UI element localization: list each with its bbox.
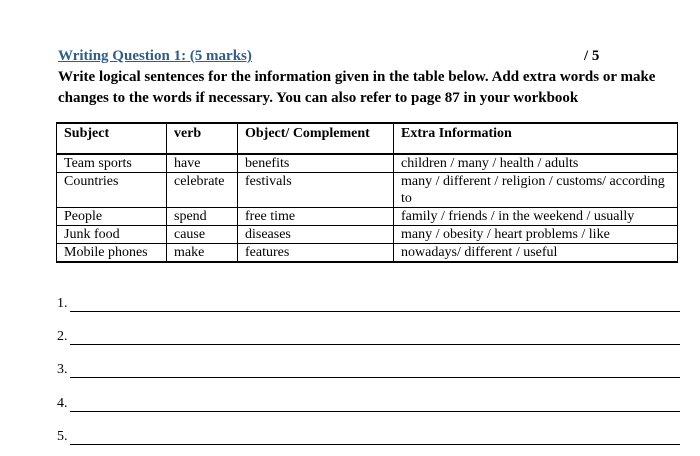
table-row: [57, 208, 678, 226]
answer-blank[interactable]: [70, 365, 681, 378]
answer-line-2[interactable]: [57, 327, 680, 345]
cell-extra: nowadays/ different / useful: [394, 244, 678, 263]
answer-blank[interactable]: [70, 399, 681, 412]
header-subject: Subject: [57, 123, 167, 154]
cell-object: features: [238, 244, 394, 263]
cell-verb: make: [167, 244, 238, 263]
header-object: Object/ Complement: [238, 123, 394, 154]
answer-line-1[interactable]: [57, 294, 680, 312]
cell-subject: Mobile phones: [57, 244, 167, 263]
table-row: [57, 173, 678, 208]
answer-line-5[interactable]: [57, 427, 680, 445]
information-table: [56, 122, 678, 263]
answer-blank[interactable]: [70, 299, 681, 312]
cell-subject: Junk food: [57, 226, 167, 244]
cell-extra: many / different / religion / customs/ according to: [394, 173, 678, 208]
cell-subject: Team sports: [57, 154, 167, 173]
answer-blank[interactable]: [70, 332, 681, 345]
cell-object: benefits: [238, 154, 394, 173]
table-row: [57, 154, 678, 173]
cell-object: free time: [238, 208, 394, 226]
question-title: Writing Question 1: (5 marks): [58, 48, 252, 64]
answer-line-3[interactable]: [57, 360, 680, 378]
table-row: [57, 244, 678, 263]
cell-verb: cause: [167, 226, 238, 244]
answer-number: 5.: [57, 429, 68, 444]
answer-number: 1.: [57, 296, 68, 311]
header-extra: Extra Information: [394, 123, 678, 154]
answer-line-4[interactable]: [57, 394, 680, 412]
cell-verb: have: [167, 154, 238, 173]
cell-subject: People: [57, 208, 167, 226]
answer-number: 3.: [57, 362, 68, 377]
instructions: Write logical sentences for the information given in the table below. Add extra words or make changes to the words if necessary. You can also refer to page 87 in your workbook: [58, 69, 656, 106]
answer-number: 4.: [57, 396, 68, 411]
cell-extra: children / many / health / adults: [394, 154, 678, 173]
table-header-row: [57, 123, 678, 154]
cell-object: diseases: [238, 226, 394, 244]
cell-verb: celebrate: [167, 173, 238, 208]
cell-verb: spend: [167, 208, 238, 226]
header-verb: verb: [167, 123, 238, 154]
score-label: / 5: [584, 48, 600, 64]
answer-number: 2.: [57, 329, 68, 344]
table-row: [57, 226, 678, 244]
answer-blank[interactable]: [70, 432, 681, 445]
cell-object: festivals: [238, 173, 394, 208]
cell-subject: Countries: [57, 173, 167, 208]
cell-extra: family / friends / in the weekend / usually: [394, 208, 678, 226]
cell-extra: many / obesity / heart problems / like: [394, 226, 678, 244]
